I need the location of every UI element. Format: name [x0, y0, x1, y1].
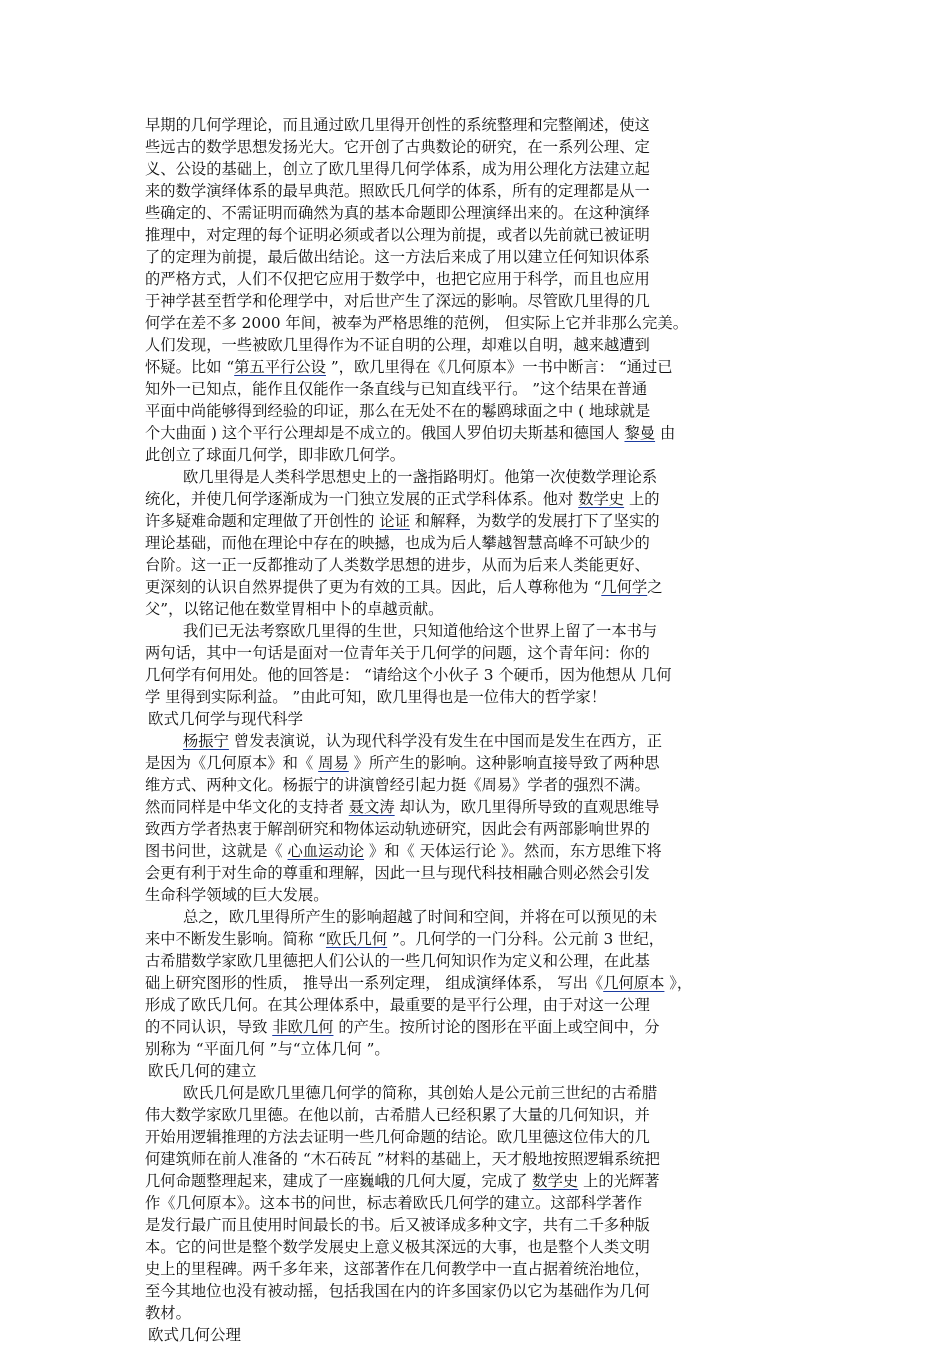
text-line: 致西方学者热衷于解剖研究和物体运动轨迹研究，因此会有两部影响世界的	[145, 820, 650, 838]
hyperlink[interactable]: 欧氏几何	[325, 930, 388, 948]
text-line: 几何命题整理起来，建成了一座巍峨的几何大厦，完成了 数学史 上的光辉著	[145, 1172, 660, 1190]
text-line: 早期的几何学理论，而且通过欧几里得开创性的系统整理和完整阐述，使这	[145, 116, 650, 134]
text-line: 欧几里得是人类科学思想史上的一盏指路明灯。他第一次使数学理论系	[183, 468, 658, 486]
text-line: 图书问世，这就是《 心血运动论 》和《 天体运行论 》。然而，东方思维下将	[145, 842, 662, 860]
hyperlink[interactable]: 第五平行公设	[234, 358, 326, 376]
text-line: 生命科学领域的巨大发展。	[145, 886, 329, 904]
hyperlink[interactable]: 数学史	[532, 1172, 579, 1190]
text-line: 的严格方式，人们不仅把它应用于数学中，也把它应用于科学，而且也应用	[145, 270, 650, 288]
text-line: 学 里得到实际利益。 ”由此可知，欧几里得也是一位伟大的哲学家！	[145, 688, 607, 706]
hyperlink[interactable]: 周易	[318, 754, 349, 772]
text-line: 些确定的、不需证明而确然为真的基本命题即公理演绎出来的。在这种演绎	[145, 204, 650, 222]
text-line: 何建筑师在前人准备的 “木石砖瓦 ”材料的基础上，天才般地按照逻辑系统把	[145, 1150, 660, 1168]
text-line: 来中不断发生影响。简称 “欧氏几何 ”。几何学的一门分科。公元前 3 世纪，	[145, 930, 665, 948]
text-line: 我们已无法考察欧几里得的生世，只知道他给这个世界上留了一本书与	[183, 622, 658, 640]
hyperlink[interactable]: 聂文涛	[348, 798, 395, 816]
text-line: 的不同认识，导致 非欧几何 的产生。按所讨论的图形在平面上或空间中，分	[145, 1018, 660, 1036]
text-line: 许多疑难命题和定理做了开创性的 论证 和解释，为数学的发展打下了坚实的	[145, 512, 660, 530]
text-line: 于神学甚至哲学和伦理学中，对后世产生了深远的影响。尽管欧几里得的几	[145, 292, 650, 310]
hyperlink[interactable]: 心血运动论	[287, 842, 365, 860]
text-line: 平面中尚能够得到经验的印证，那么在无处不在的鬈鸥球面之中 ( 地球就是	[145, 402, 651, 420]
text-line: 欧氏几何是欧几里德几何学的简称，其创始人是公元前三世纪的古希腊	[183, 1084, 658, 1102]
hyperlink[interactable]: 黎曼	[624, 424, 656, 442]
text-line: 个大曲面 ) 这个平行公理却是不成立的。俄国人罗伯切夫斯基和德国人 黎曼 由	[145, 424, 676, 442]
text-line: 理论基础，而他在理论中存在的映撼，也成为后人攀越智慧高峰不可缺少的	[145, 534, 650, 552]
text-line: 杨振宁 曾发表演说，认为现代科学没有发生在中国而是发生在西方，正	[183, 732, 663, 750]
section-heading: 欧氏几何的建立	[148, 1062, 257, 1080]
text-line: 是因为《几何原本》和《 周易 》所产生的影响。这种影响直接导致了两种思	[145, 754, 660, 772]
text-line: 此创立了球面几何学，即非欧几何学。	[145, 446, 406, 464]
text-line: 会更有利于对生命的尊重和理解，因此一旦与现代科技相融合则必然会引发	[145, 864, 650, 882]
text-line: 史上的里程碑。两千多年来，这部著作在几何教学中一直占据着统治地位，	[145, 1260, 650, 1278]
hyperlink[interactable]: 几何原本	[603, 974, 665, 992]
text-line: 伟大数学家欧几里德。在他以前，古希腊人已经积累了大量的几何知识，并	[145, 1106, 650, 1124]
text-line: 统化，并使几何学逐渐成为一门独立发展的正式学科体系。他对 数学史 上的	[145, 490, 660, 508]
hyperlink[interactable]: 数学史	[578, 490, 625, 508]
text-line: 义、公设的基础上，创立了欧几里得几何学体系，成为用公理化方法建立起	[145, 160, 650, 178]
text-line: 是发行最广而且使用时间最长的书。后又被译成多种文字，共有二千多种版	[145, 1216, 650, 1234]
text-line: 维方式、两种文化。杨振宁的讲演曾经引起力挺《周易》学者的强烈不满。	[145, 776, 650, 794]
hyperlink[interactable]: 非欧几何	[272, 1018, 334, 1036]
section-heading: 欧式几何公理	[148, 1326, 242, 1344]
text-line: 础上研究图形的性质， 推导出一系列定理， 组成演绎体系， 写出《几何原本 》，	[145, 974, 693, 992]
text-line: 知外一已知点，能作且仅能作一条直线与已知直线平行。 ”这个结果在普通	[145, 380, 648, 398]
text-line: 了的定理为前提，最后做出结论。这一方法后来成了用以建立任何知识体系	[145, 248, 650, 266]
text-line: 来的数学演绎体系的最早典范。照欧氏几何学的体系，所有的定理都是从一	[145, 182, 650, 200]
text-line: 开始用逻辑推理的方法去证明一些几何命题的结论。欧几里德这位伟大的几	[145, 1128, 650, 1146]
text-line: 两句话，其中一句话是面对一位青年关于几何学的问题，这个青年问：你的	[145, 644, 650, 662]
text-line: 怀疑。比如 “第五平行公设 ”，欧几里得在《几何原本》一书中断言： “通过已	[145, 358, 673, 376]
text-line: 更深刻的认识自然界提供了更为有效的工具。因此，后人尊称他为 “几何学之	[145, 578, 663, 596]
text-line: 几何学有何用处。他的回答是： “请给这个小伙子 3 个硬币，因为他想从 几何	[145, 666, 672, 684]
hyperlink[interactable]: 论证	[379, 512, 410, 530]
text-line: 古希腊数学家欧几里德把人们公认的一些几何知识作为定义和公理，在此基	[145, 952, 650, 970]
text-line: 总之，欧几里得所产生的影响超越了时间和空间，并将在可以预见的未	[183, 908, 658, 926]
section-heading: 欧式几何学与现代科学	[148, 710, 304, 728]
hyperlink[interactable]: 几何学	[601, 578, 648, 596]
text-line: 本。它的问世是整个数学发展史上意义极其深远的大事，也是整个人类文明	[145, 1238, 650, 1256]
text-line: 教材。	[145, 1304, 191, 1322]
text-line: 何学在差不多 2000 年间，被奉为严格思维的范例， 但实际上它并非那么完美。	[145, 314, 689, 332]
text-line: 至今其地位也没有被动摇，包括我国在内的许多国家仍以它为基础作为几何	[145, 1282, 650, 1300]
text-line: 人们发现，一些被欧几里得作为不证自明的公理，却难以自明，越来越遭到	[145, 336, 650, 354]
text-line: 作《几何原本》。这本书的问世，标志着欧氏几何学的建立。这部科学著作	[145, 1194, 643, 1212]
text-line: 些远古的数学思想发扬光大。它开创了古典数论的研究，在一系列公理、定	[145, 138, 650, 156]
text-line: 父”，以铭记他在数堂胃相中卜的卓越贡献。	[145, 600, 444, 618]
text-line: 别称为 “平面几何 ”与“立体几何 ”。	[145, 1040, 390, 1058]
text-line: 台阶。这一正一反都推动了人类数学思想的进步，从而为后来人类能更好、	[145, 556, 650, 574]
text-line: 然而同样是中华文化的支持者 聂文涛 却认为，欧几里得所导致的直观思维导	[145, 798, 660, 816]
text-line: 推理中，对定理的每个证明必须或者以公理为前提，或者以先前就已被证明	[145, 226, 650, 244]
text-line: 形成了欧氏几何。在其公理体系中，最重要的是平行公理，由于对这一公理	[145, 996, 650, 1014]
hyperlink[interactable]: 杨振宁	[183, 732, 229, 750]
